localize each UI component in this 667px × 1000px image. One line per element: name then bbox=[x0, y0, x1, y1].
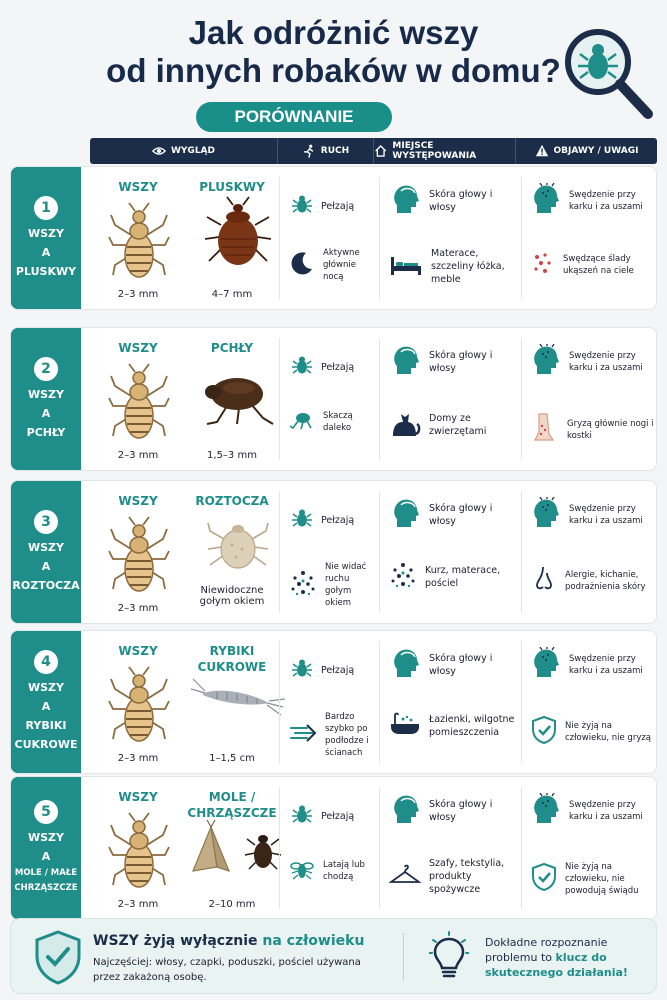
footer-box bbox=[10, 918, 657, 994]
shield-icon bbox=[531, 715, 557, 749]
column-divider bbox=[279, 491, 280, 613]
row-label bbox=[11, 777, 81, 919]
miejsce-item: Skóra głowy i włosy bbox=[391, 344, 521, 380]
dots-icon bbox=[389, 561, 417, 593]
ruch-item: Skaczą daleko bbox=[289, 408, 377, 436]
row-label-line: WSZY bbox=[28, 540, 64, 554]
other-insect-image bbox=[203, 195, 273, 275]
head-icon bbox=[391, 344, 421, 380]
running-person-icon bbox=[302, 144, 316, 158]
header-objawy: OBJAWY / UWAGI bbox=[516, 138, 657, 164]
other-insect-size: 1–1,5 cm bbox=[209, 753, 255, 764]
column-divider bbox=[521, 787, 522, 909]
warning-icon bbox=[535, 144, 549, 158]
miejsce-cell bbox=[383, 328, 521, 470]
objawy-item: Swędzące ślady ukąszeń na ciele bbox=[531, 251, 655, 279]
shield-check-icon bbox=[33, 929, 83, 985]
leg-icon bbox=[531, 412, 559, 448]
louse-name: WSZY bbox=[118, 790, 158, 804]
ruch-item: Pełzają bbox=[291, 803, 377, 829]
miejsce-item: Szafy, tekstylia, produkty spożywcze bbox=[389, 857, 521, 896]
itchy-head-icon bbox=[531, 647, 561, 683]
louse-name: WSZY bbox=[118, 341, 158, 355]
ruch-cell bbox=[283, 167, 379, 309]
row-label-line: CUKROWE bbox=[14, 738, 78, 751]
louse-image bbox=[107, 201, 171, 289]
home-icon bbox=[374, 144, 387, 158]
column-divider bbox=[521, 491, 522, 613]
wyglad-cell bbox=[91, 328, 279, 470]
objawy-item: Nie żyją na człowieku, nie powodują świądu bbox=[531, 861, 655, 897]
row-label-line: MOLE / MAŁE bbox=[14, 868, 78, 878]
column-divider bbox=[379, 641, 380, 763]
other-insect-image bbox=[206, 515, 270, 583]
crawling-bug-icon bbox=[291, 507, 313, 533]
comparison-row bbox=[10, 630, 657, 774]
objawy-cell bbox=[525, 777, 657, 919]
column-divider bbox=[379, 338, 380, 460]
ruch-item: Pełzają bbox=[291, 193, 377, 219]
other-insect-size: Niewidoczne gołym okiem bbox=[199, 585, 265, 607]
dots-icon bbox=[289, 569, 317, 601]
comparison-row bbox=[10, 166, 657, 310]
cat-icon bbox=[389, 408, 421, 442]
head-icon bbox=[391, 183, 421, 219]
objawy-item: Swędzenie przy karku i za uszami bbox=[531, 793, 655, 829]
column-divider bbox=[521, 177, 522, 299]
column-divider bbox=[279, 787, 280, 909]
column-divider bbox=[279, 641, 280, 763]
bites-icon bbox=[531, 251, 555, 279]
row-label-line: A bbox=[41, 700, 51, 713]
row-label-line: WSZY bbox=[28, 226, 64, 240]
row-label-line: WSZY bbox=[28, 831, 64, 844]
miejsce-cell bbox=[383, 167, 521, 309]
eye-icon bbox=[152, 144, 166, 158]
comparison-row bbox=[10, 776, 657, 920]
louse-image bbox=[107, 515, 171, 603]
louse-size: 2–3 mm bbox=[117, 899, 159, 910]
ruch-cell bbox=[283, 481, 379, 623]
header-ruch: RUCH bbox=[278, 138, 374, 164]
comparison-row bbox=[10, 480, 657, 624]
objawy-item: Gryzą głównie nogi i kostki bbox=[531, 412, 655, 448]
objawy-item: Alergie, kichanie, podrażnienia skóry bbox=[531, 565, 655, 597]
column-divider bbox=[379, 787, 380, 909]
ruch-item: Bardzo szybko po podłodze i ścianach bbox=[289, 711, 377, 759]
nose-icon bbox=[531, 565, 557, 597]
crawling-bug-icon bbox=[291, 354, 313, 380]
ruch-cell bbox=[283, 328, 379, 470]
miejsce-cell bbox=[383, 481, 521, 623]
ruch-item: Latają lub chodzą bbox=[289, 857, 377, 885]
wyglad-cell bbox=[91, 481, 279, 623]
comparison-badge: PORÓWNANIE bbox=[196, 102, 392, 132]
ruch-cell bbox=[283, 777, 379, 919]
head-icon bbox=[391, 497, 421, 533]
row-label-line: ROZTOCZA bbox=[12, 578, 80, 592]
row-label-line: A bbox=[41, 850, 51, 863]
louse-size: 2–3 mm bbox=[117, 450, 159, 461]
crawling-bug-icon bbox=[291, 803, 313, 829]
objawy-item: Swędzenie przy karku i za uszami bbox=[531, 344, 655, 380]
row-label bbox=[11, 631, 81, 773]
louse-image bbox=[107, 811, 171, 899]
louse-size: 2–3 mm bbox=[117, 753, 159, 764]
objawy-item: Nie żyją na człowieku, nie gryzą bbox=[531, 715, 655, 749]
fly-icon bbox=[289, 857, 315, 885]
itchy-head-icon bbox=[531, 497, 561, 533]
louse-size: 2–3 mm bbox=[117, 603, 159, 614]
row-number: 1 bbox=[34, 196, 58, 220]
itchy-head-icon bbox=[531, 183, 561, 219]
miejsce-item: Łazienki, wilgotne pomieszczenia bbox=[389, 711, 521, 741]
column-divider bbox=[279, 177, 280, 299]
miejsce-item: Materace, szczeliny łóżka, meble bbox=[389, 247, 521, 286]
ruch-item: Nie widać ruchu gołym okiem bbox=[289, 561, 377, 609]
itchy-head-icon bbox=[531, 344, 561, 380]
itchy-head-icon bbox=[531, 793, 561, 829]
other-insect-name: PLUSKWY bbox=[199, 180, 265, 194]
table-header bbox=[90, 138, 657, 164]
louse-name: WSZY bbox=[118, 494, 158, 508]
row-label bbox=[11, 167, 81, 309]
row-number: 3 bbox=[34, 510, 58, 534]
miejsce-item: Skóra głowy i włosy bbox=[391, 497, 521, 533]
row-label-line: PCHŁY bbox=[26, 425, 66, 439]
row-label-line: PLUSKWY bbox=[15, 264, 77, 278]
other-insect-name: RYBIKI CUKROWE bbox=[197, 644, 267, 674]
bed-icon bbox=[389, 253, 423, 281]
wyglad-cell bbox=[91, 631, 279, 773]
column-divider bbox=[521, 641, 522, 763]
objawy-cell bbox=[525, 481, 657, 623]
objawy-cell bbox=[525, 328, 657, 470]
row-label bbox=[11, 481, 81, 623]
footer-text: Najczęściej: włosy, czapki, poduszki, pościel używana przez zakażoną osobę. bbox=[93, 957, 361, 983]
column-divider bbox=[379, 177, 380, 299]
other-insect-size: 4–7 mm bbox=[211, 289, 253, 300]
head-icon bbox=[391, 793, 421, 829]
objawy-item: Swędzenie przy karku i za uszami bbox=[531, 497, 655, 533]
row-label-line: A bbox=[41, 245, 51, 259]
crawling-bug-icon bbox=[291, 193, 313, 219]
row-label-line: A bbox=[41, 406, 51, 420]
ruch-item: Pełzają bbox=[291, 354, 377, 380]
miejsce-item: Skóra głowy i włosy bbox=[391, 647, 521, 683]
louse-image bbox=[107, 665, 171, 753]
row-number: 5 bbox=[34, 800, 58, 824]
miejsce-item: Kurz, materace, pościel bbox=[389, 561, 521, 593]
row-label-line: RYBIKI bbox=[25, 719, 67, 732]
louse-size: 2–3 mm bbox=[117, 289, 159, 300]
row-label-line: A bbox=[41, 559, 51, 573]
column-divider bbox=[279, 338, 280, 460]
other-insect-size: 1,5–3 mm bbox=[207, 450, 257, 461]
ruch-item: Pełzają bbox=[291, 507, 377, 533]
comparison-row bbox=[10, 327, 657, 471]
divider bbox=[403, 933, 404, 981]
objawy-cell bbox=[525, 167, 657, 309]
bath-icon bbox=[389, 711, 421, 741]
other-insect-name: ROZTOCZA bbox=[195, 494, 269, 508]
ruch-item: Aktywne głównie nocą bbox=[289, 247, 377, 283]
other-insect-image bbox=[191, 677, 285, 721]
page-title: Jak odróżnić wszy od innych robaków w domu? bbox=[106, 14, 561, 89]
head-icon bbox=[391, 647, 421, 683]
other-insect-name: PCHŁY bbox=[210, 341, 254, 355]
objawy-cell bbox=[525, 631, 657, 773]
ruch-cell bbox=[283, 631, 379, 773]
louse-image bbox=[107, 362, 171, 450]
header-wyglad: WYGLĄD bbox=[90, 138, 278, 164]
objawy-item: Swędzenie przy karku i za uszami bbox=[531, 647, 655, 683]
wyglad-cell bbox=[91, 777, 279, 919]
miejsce-cell bbox=[383, 631, 521, 773]
speed-icon bbox=[289, 722, 317, 748]
miejsce-item: Skóra głowy i włosy bbox=[391, 793, 521, 829]
wyglad-cell bbox=[91, 167, 279, 309]
other-insect-image bbox=[189, 819, 285, 883]
miejsce-cell bbox=[383, 777, 521, 919]
miejsce-item: Skóra głowy i włosy bbox=[391, 183, 521, 219]
ruch-item: Pełzają bbox=[291, 657, 377, 683]
moon-icon bbox=[289, 250, 315, 280]
footer-title: WSZY żyją wyłącznie na człowieku bbox=[93, 933, 365, 949]
footer-right-text: Dokładne rozpoznanie problemu to klucz do skutecznego działania! bbox=[485, 936, 628, 979]
row-label-line: CHRZĄSZCZE bbox=[14, 883, 78, 893]
row-label-line: WSZY bbox=[28, 387, 64, 401]
row-label bbox=[11, 328, 81, 470]
row-label-line: WSZY bbox=[28, 681, 64, 694]
other-insect-name: MOLE / CHRZĄSZCZE bbox=[187, 790, 277, 820]
row-number: 2 bbox=[34, 357, 58, 381]
other-insect-image bbox=[199, 368, 277, 432]
louse-name: WSZY bbox=[118, 180, 158, 194]
column-divider bbox=[379, 491, 380, 613]
miejsce-item: Domy ze zwierzętami bbox=[389, 408, 521, 442]
flea-icon bbox=[289, 408, 315, 436]
crawling-bug-icon bbox=[291, 657, 313, 683]
header-miejsce: MIEJSCE WYSTĘPOWANIA bbox=[374, 138, 516, 164]
magnifier-icon bbox=[558, 24, 658, 124]
shield-icon bbox=[531, 862, 557, 896]
hanger-icon bbox=[389, 863, 421, 891]
row-number: 4 bbox=[34, 650, 58, 674]
louse-name: WSZY bbox=[118, 644, 158, 658]
objawy-item: Swędzenie przy karku i za uszami bbox=[531, 183, 655, 219]
other-insect-size: 2–10 mm bbox=[208, 899, 256, 910]
column-divider bbox=[521, 338, 522, 460]
lightbulb-icon bbox=[429, 931, 469, 981]
